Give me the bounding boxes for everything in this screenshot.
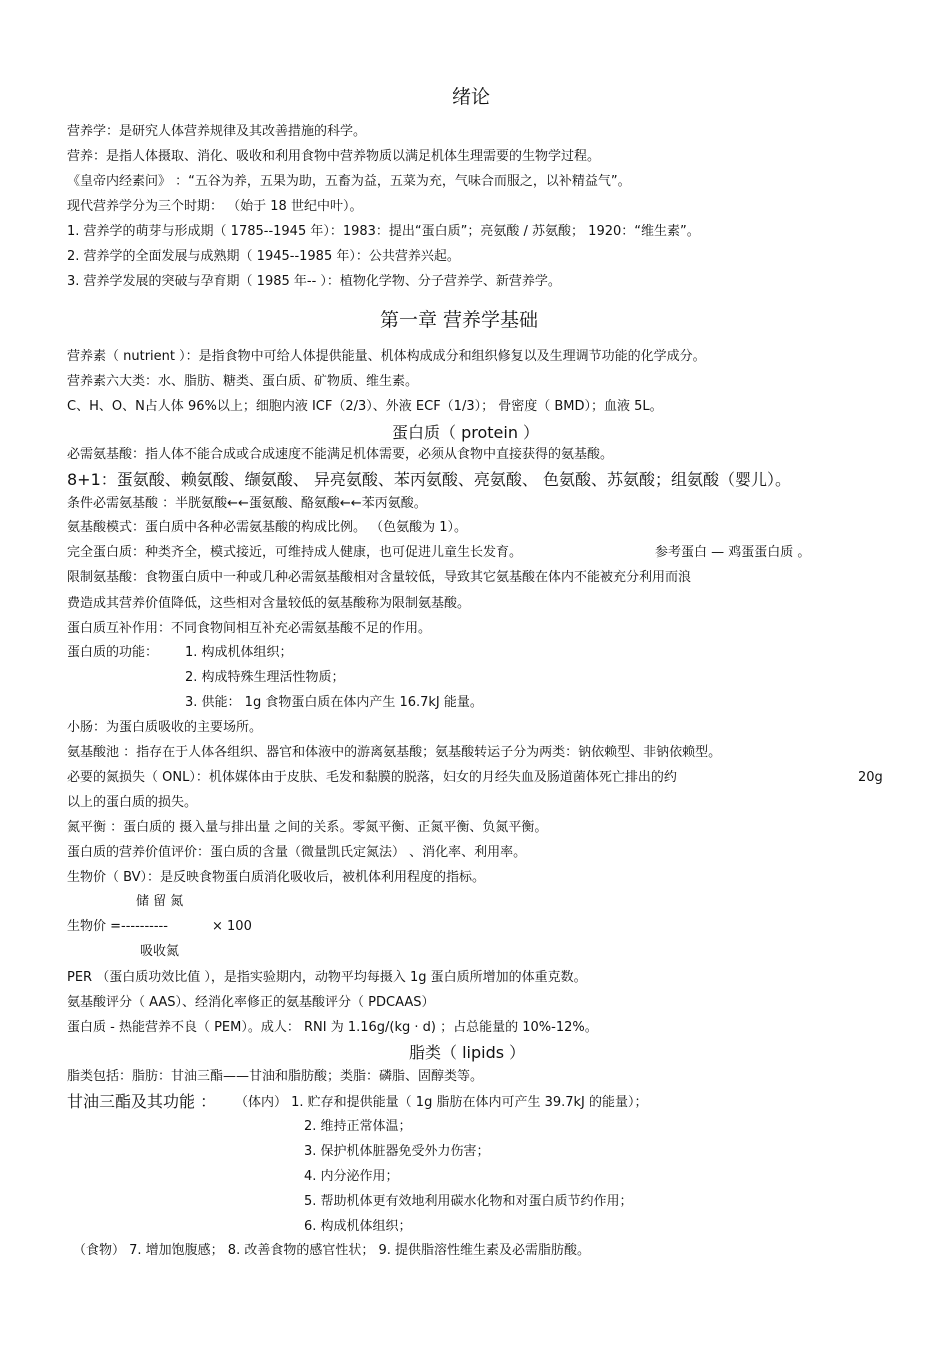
protein-line: 参考蛋白 — 鸡蛋蛋白质 。: [655, 545, 811, 560]
protein-line-value: 20g: [858, 770, 883, 785]
lipids-tg-item: （体内） 1. 贮存和提供能量（ 1g 脂肪在体内可产生 39.7kJ 的能量）；: [235, 1095, 648, 1110]
protein-line: 蛋白质 - 热能营养不良（ PEM）。成人： RNI 为 1.16g/(kg · d) ；占总能量的 10%-12%。: [67, 1020, 598, 1035]
chapter-line: 营养素（ nutrient ）：是指食物中可给人体提供能量、机体构成成分和组织修复以及生理调节功能的化学成分。: [67, 349, 706, 364]
lipids-tg-item: 4. 内分泌作用；: [304, 1169, 399, 1184]
protein-line: 费造成其营养价值降低，这些相对含量较低的氨基酸称为限制氨基酸。: [67, 596, 471, 611]
section-title-protein: 蛋白质（ protein ）: [392, 423, 540, 442]
protein-function-item: 2. 构成特殊生理活性物质；: [185, 670, 345, 685]
protein-line: 氨基酸评分（ AAS）、经消化率修正的氨基酸评分（ PDCAAS）: [67, 995, 435, 1010]
protein-line: 必要的氮损失（ ONL）：机体媒体由于皮肤、毛发和黏膜的脱落，妇女的月经失血及肠道菌体死亡排出的约: [67, 770, 677, 785]
intro-title: 绪论: [452, 86, 491, 108]
protein-functions-label: 蛋白质的功能：: [67, 645, 159, 660]
protein-line: PER （蛋白质功效比值 ），是指实验期内，动物平均每摄入 1g 蛋白质所增加的体重克数。: [67, 970, 587, 985]
protein-line: 8+1：蛋氨酸、赖氨酸、缬氨酸、 异亮氨酸、苯丙氨酸、亮氨酸、 色氨酸、苏氨酸；组氨酸（婴儿）。: [67, 470, 791, 489]
lipids-tg-item: 3. 保护机体脏器免受外力伤害；: [304, 1144, 490, 1159]
lipids-tg-label: 甘油三酯及其功能 ：: [67, 1092, 217, 1111]
protein-function-item: 1. 构成机体组织；: [185, 645, 293, 660]
chapter-line: C、H、O、N占人体 96%以上；细胞内液 ICF（2/3）、外液 ECF（1/3）； 骨密度（ BMD）；血液 5L。: [67, 399, 663, 414]
lipids-tg-item: 5. 帮助机体更有效地利用碳水化物和对蛋白质节约作用；: [304, 1194, 633, 1209]
chapter-line: 营养素六大类：水、脂肪、糖类、蛋白质、矿物质、维生素。: [67, 374, 419, 389]
intro-line: 2. 营养学的全面发展与成熟期（ 1945--1985 年）：公共营养兴起。: [67, 249, 460, 264]
protein-line: 限制氨基酸：食物蛋白质中一种或几种必需氨基酸相对含量较低，导致其它氨基酸在体内不能被充分利用而浪: [67, 570, 692, 585]
intro-line: 现代营养学分为三个时期： （始于 18 世纪中叶）。: [67, 199, 363, 214]
protein-line: 生物价（ BV）：是反映食物蛋白质消化吸收后，被机体利用程度的指标。: [67, 870, 486, 885]
formula-left: 生物价 =----------: [67, 919, 168, 934]
protein-line: 必需氨基酸：指人体不能合成或合成速度不能满足机体需要，必须从食物中直接获得的氨基酸。: [67, 447, 614, 462]
protein-line: 小肠：为蛋白质吸收的主要场所。: [67, 720, 263, 735]
formula-denominator: 吸收氮: [140, 944, 180, 959]
protein-line: 氨基酸模式：蛋白质中各种必需氨基酸的构成比例。 （色氨酸为 1）。: [67, 520, 468, 535]
section-title-lipids: 脂类（ lipids ）: [409, 1043, 526, 1062]
formula-right: × 100: [212, 919, 252, 934]
protein-line: 条件必需氨基酸 ：半胱氨酸←←蛋氨酸、酪氨酸←←苯丙氨酸。: [67, 496, 427, 511]
lipids-line: 脂类包括：脂肪：甘油三酯——甘油和脂肪酸；类脂：磷脂、固醇类等。: [67, 1069, 484, 1084]
protein-line: 氨基酸池 ：指存在于人体各组织、器官和体液中的游离氨基酸；氨基酸转运子分为两类：钠依赖型、非钠依赖型。: [67, 745, 722, 760]
lipids-food-line: （食物） 7. 增加饱腹感； 8. 改善食物的感官性状； 9. 提供脂溶性维生素及必需脂肪酸。: [73, 1243, 591, 1258]
lipids-tg-item: 2. 维持正常体温；: [304, 1119, 412, 1134]
protein-line: 蛋白质的营养价值评价：蛋白质的含量（微量凯氏定氮法） 、消化率、利用率。: [67, 845, 527, 860]
lipids-tg-item: 6. 构成机体组织；: [304, 1219, 412, 1234]
protein-function-item: 3. 供能： 1g 食物蛋白质在体内产生 16.7kJ 能量。: [185, 695, 483, 710]
intro-line: 营养：是指人体摄取、消化、吸收和利用食物中营养物质以满足机体生理需要的生物学过程。: [67, 149, 601, 164]
intro-line: 营养学：是研究人体营养规律及其改善措施的科学。: [67, 124, 367, 139]
protein-line: 蛋白质互补作用：不同食物间相互补充必需氨基酸不足的作用。: [67, 621, 432, 636]
intro-line: 《皇帝内经素问》 ：“五谷为养，五果为助，五畜为益，五菜为充，气味合而服之，以补精益气”。: [67, 174, 631, 189]
protein-line: 完全蛋白质：种类齐全，模式接近，可维持成人健康，也可促进儿童生长发育。: [67, 545, 523, 560]
chapter-title: 第一章 营养学基础: [380, 309, 539, 331]
protein-line: 以上的蛋白质的损失。: [67, 795, 198, 810]
intro-line: 3. 营养学发展的突破与孕育期（ 1985 年-- ）：植物化学物、分子营养学、新营养学。: [67, 274, 561, 289]
protein-line: 氮平衡 ：蛋白质的 摄入量与排出量 之间的关系。零氮平衡、正氮平衡、负氮平衡。: [67, 820, 548, 835]
intro-line: 1. 营养学的萌芽与形成期（ 1785--1945 年）：1983：提出“蛋白质”；亮氨酸 / 苏氨酸； 1920：“维生素”。: [67, 224, 700, 239]
formula-numerator: 储 留 氮: [136, 894, 184, 909]
